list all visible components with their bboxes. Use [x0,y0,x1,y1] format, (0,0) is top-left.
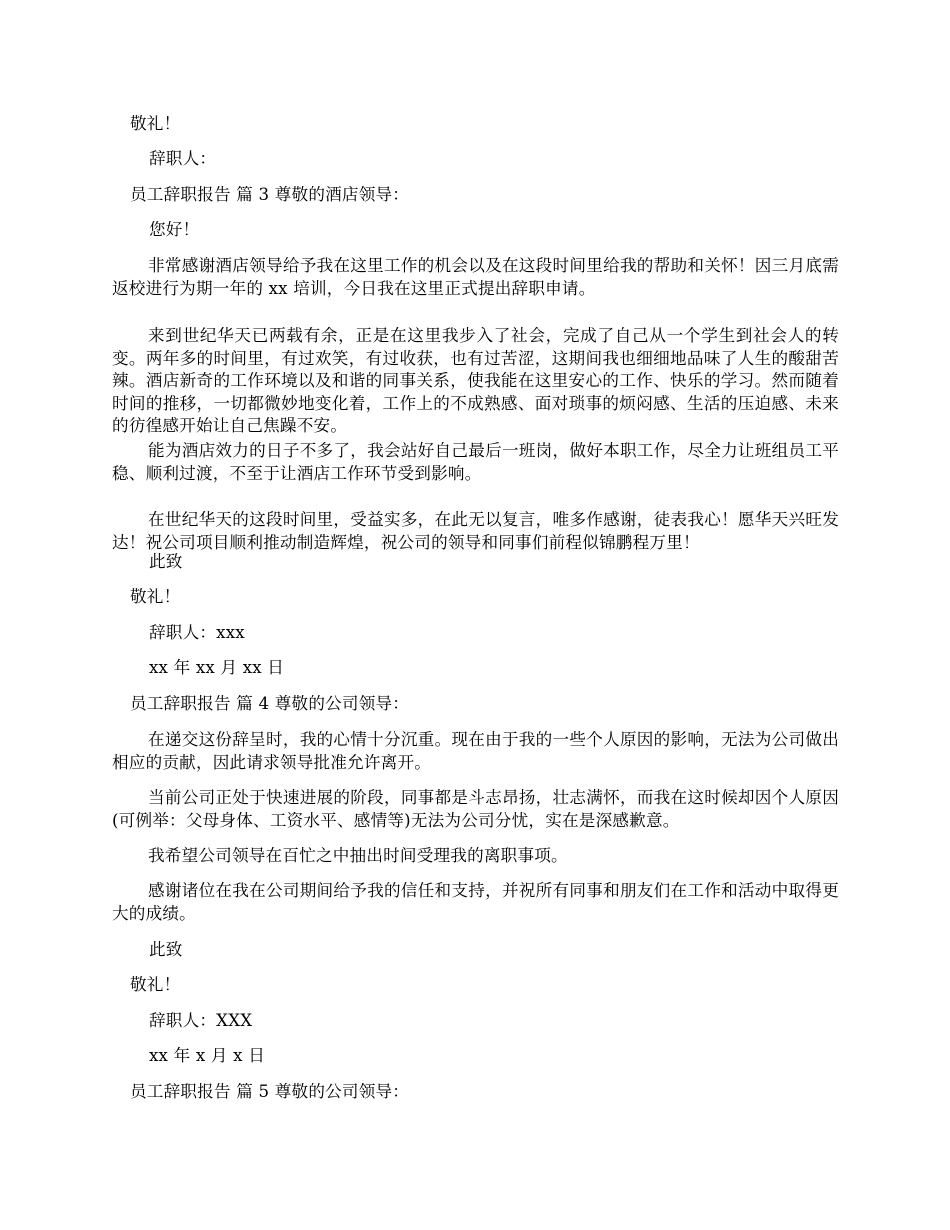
body-paragraph: 能为酒店效力的日子不多了，我会站好自己最后一班岗，做好本职工作，尽全力让班组员工平稳、顺利过渡，不至于让酒店工作环节受到影响。 [112,441,839,483]
section-heading: 员工辞职报告 篇 4 尊敬的公司领导： [130,694,410,713]
closing-salute: 敬礼！ [130,587,181,606]
section-heading: 员工辞职报告 篇 3 尊敬的酒店领导： [130,185,410,204]
closing-salute: 敬礼！ [130,975,181,994]
closing-salute: 敬礼！ [130,114,181,133]
signature-date: xx 年 xx 月 xx 日 [149,658,285,677]
body-paragraph: 感谢诸位在我在公司期间给予我的信任和支持，并祝所有同事和朋友们在工作和活动中取得更大的成绩。 [112,881,839,923]
body-paragraph: 非常感谢酒店领导给予我在这里工作的机会以及在这段时间里给我的帮助和关怀！因三月底需返校进行为期一年的 xx 培训，今日我在这里正式提出辞职申请。 [112,256,839,298]
greeting: 您好！ [149,220,200,239]
signature-date: xx 年 x 月 x 日 [149,1046,265,1065]
section-heading: 员工辞职报告 篇 5 尊敬的公司领导： [130,1082,410,1101]
body-paragraph: 当前公司正处于快速进展的阶段，同事都是斗志昂扬，壮志满怀，而我在这时候却因个人原因(可例举：父母身体、工资水平、感情等)无法为公司分忧，实在是深感歉意。 [112,788,839,830]
body-paragraph: 来到世纪华天已两载有余，正是在这里我步入了社会，完成了自己从一个学生到社会人的转变。两年多的时间里，有过欢笑，有过收获，也有过苦涩，这期间我也细细地品味了人生的酸甜苦辣。酒店新奇的工作环境以及和谐的同事关系，使我能在这里安心的工作、快乐的学习。然而随着时间的推移，一切都微妙地变化着，工作上的不成熟感、面对琐事的烦闷感、生活的压迫感、未来的彷徨感开始让自己焦躁不安。 [112,326,839,435]
closing-to: 此致 [149,940,183,959]
signer-name: 辞职人：XXX [149,1011,253,1030]
signer-name: 辞职人：xxx [149,623,245,642]
body-paragraph: 我希望公司领导在百忙之中抽出时间受理我的离职事项。 [148,846,568,865]
signer-label: 辞职人： [149,149,217,168]
body-paragraph: 在世纪华天的这段时间里，受益实多，在此无以复言，唯多作感谢，徒表我心！愿华天兴旺发达！祝公司项目顺利推动制造辉煌，祝公司的领导和同事们前程似锦鹏程万里！ [112,510,839,552]
closing-to: 此致 [149,552,183,571]
body-paragraph: 在递交这份辞呈时，我的心情十分沉重。现在由于我的一些个人原因的影响，无法为公司做出相应的贡献，因此请求领导批准允许离开。 [112,730,839,772]
